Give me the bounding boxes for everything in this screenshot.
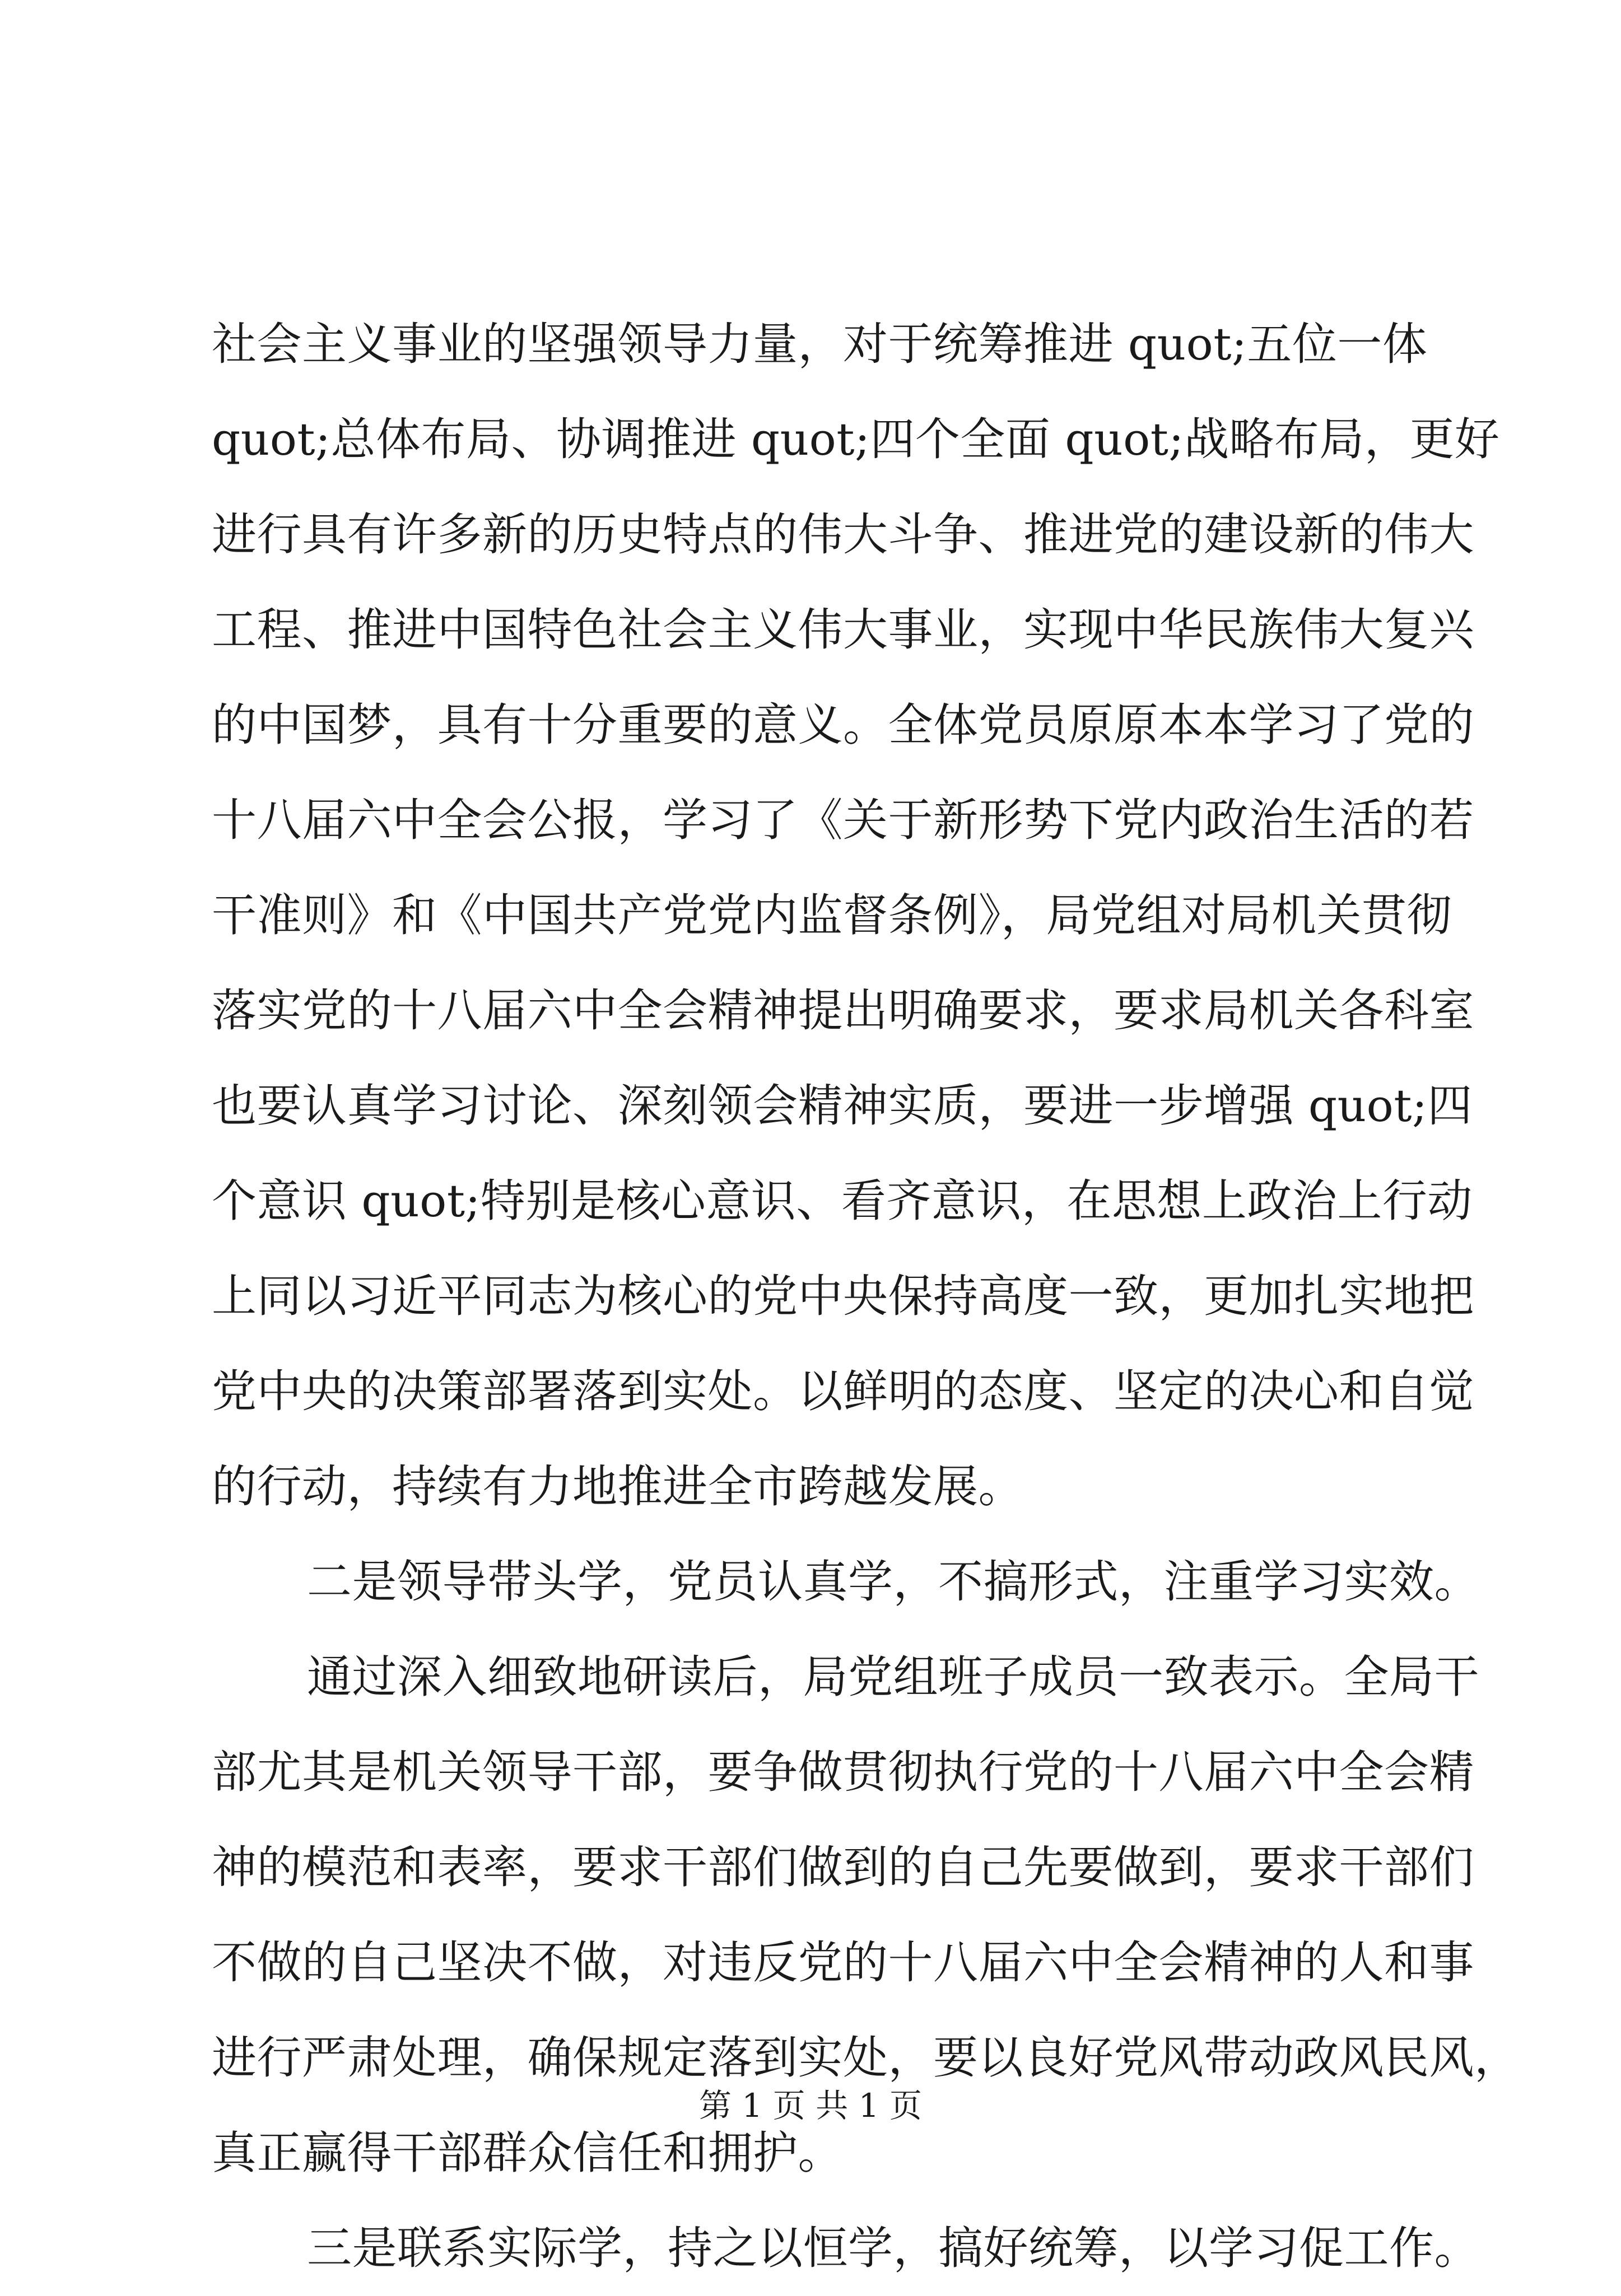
text-line: 上同以习近平同志为核心的党中央保持高度一致，更加扎实地把 xyxy=(212,1270,1474,1322)
text-line: 的中国梦，具有十分重要的意义。全体党员原原本本学习了党的 xyxy=(212,699,1474,751)
text-line: 十八届六中全会公报，学习了《关于新形势下党内政治生活的若 xyxy=(212,794,1474,846)
text-line: 三是联系实际学，持之以恒学，搞好统筹，以学习促工作。 xyxy=(307,2222,1479,2274)
text-line: 神的模范和表率，要求干部们做到的自己先要做到，要求干部们 xyxy=(212,1841,1474,1893)
text-line: 部尤其是机关领导干部，要争做贯彻执行党的十八届六中全会精 xyxy=(212,1746,1474,1798)
text-line: 通过深入细致地研读后，局党组班子成员一致表示。全局干 xyxy=(307,1651,1479,1703)
text-line: 不做的自己坚决不做，对违反党的十八届六中全会精神的人和事 xyxy=(212,1936,1474,1989)
text-line: 个意识 quot;特别是核心意识、看齐意识，在思想上政治上行动 xyxy=(212,1175,1473,1227)
text-line: 也要认真学习讨论、深刻领会精神实质，要进一步增强 quot;四 xyxy=(212,1080,1473,1132)
text-line: 真正赢得干部群众信任和拥护。 xyxy=(212,2127,843,2179)
text-line: 二是领导带头学，党员认真学，不搞形式，注重学习实效。 xyxy=(307,1556,1479,1608)
text-line: 落实党的十八届六中全会精神提出明确要求，要求局机关各科室 xyxy=(212,984,1474,1037)
text-line: 党中央的决策部署落到实处。以鲜明的态度、坚定的决心和自觉 xyxy=(212,1365,1474,1417)
text-line: 进行具有许多新的历史特点的伟大斗争、推进党的建设新的伟大 xyxy=(212,508,1474,561)
text-line: 的行动，持续有力地推进全市跨越发展。 xyxy=(212,1460,1023,1513)
page-footer: 第 1 页 共 1 页 xyxy=(699,2087,922,2125)
text-line: 干准则》和《中国共产党党内监督条例》，局党组对局机关贯彻 xyxy=(212,889,1452,941)
text-line: 工程、推进中国特色社会主义伟大事业，实现中华民族伟大复兴 xyxy=(212,604,1474,656)
text-line: 社会主义事业的坚强领导力量，对于统筹推进 quot;五位一体 xyxy=(212,318,1428,370)
text-line: 进行严肃处理，确保规定落到实处，要以良好党风带动政风民风， xyxy=(212,2032,1520,2084)
text-line: quot;总体布局、协调推进 quot;四个全面 quot;战略布局，更好 xyxy=(212,413,1500,465)
document-body xyxy=(212,297,1520,2296)
